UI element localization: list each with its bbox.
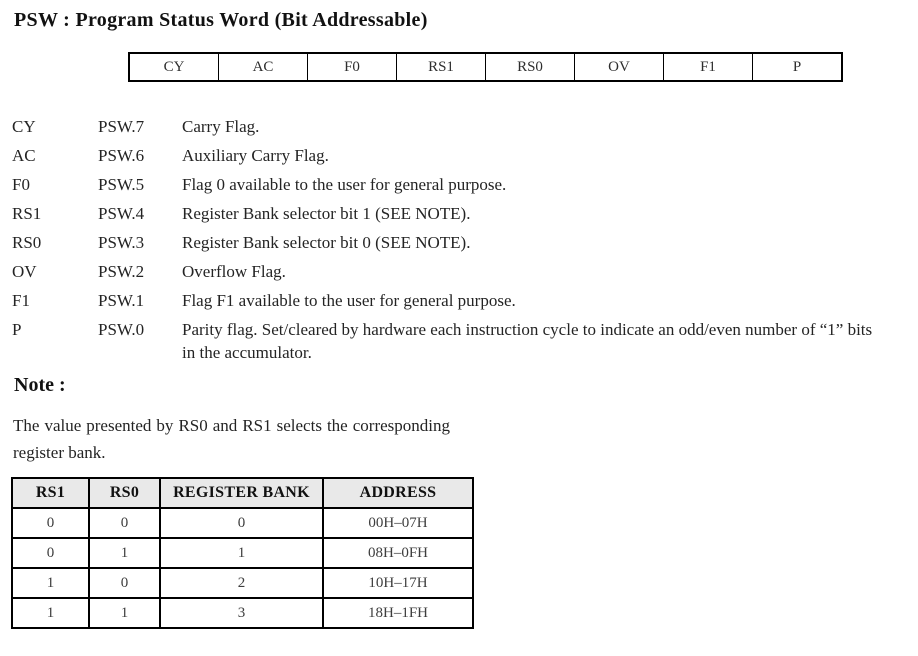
- bit-description: Auxiliary Carry Flag.: [182, 146, 329, 165]
- cell-address: 00H–07H: [323, 508, 473, 538]
- bit-position: PSW.6: [98, 146, 145, 165]
- cell-rs1: 0: [12, 508, 89, 538]
- bit-position: PSW.0: [98, 320, 145, 339]
- bit-definition-row: [12, 144, 910, 167]
- bit-name: RS1: [12, 204, 42, 223]
- cell-rs1: 1: [12, 598, 89, 628]
- bit-definition-row: [12, 289, 910, 312]
- bit-definition-row: [12, 231, 910, 254]
- psw-bit-cell-5: F0: [307, 54, 396, 80]
- bit-position: PSW.2: [98, 262, 145, 281]
- psw-bit-cell-2: OV: [574, 54, 663, 80]
- register-bank-table: [11, 477, 474, 629]
- note-paragraph: The value presented by RS0 and RS1 selects the corresponding register bank.: [13, 416, 450, 462]
- cell-bank: 1: [160, 538, 323, 568]
- bit-position: PSW.4: [98, 204, 145, 223]
- cell-rs0: 0: [89, 568, 160, 598]
- bit-name: F0: [12, 175, 30, 194]
- bit-description: Carry Flag.: [182, 117, 260, 136]
- psw-bit-cell-1: F1: [663, 54, 752, 80]
- cell-bank: 2: [160, 568, 323, 598]
- bit-definition-row: [12, 260, 910, 283]
- bit-definition-row: [12, 115, 910, 138]
- psw-bit-cell-6: AC: [218, 54, 307, 80]
- bit-name: RS0: [12, 233, 42, 252]
- header-address: ADDRESS: [323, 478, 473, 508]
- bit-definition-list: [12, 115, 910, 370]
- bit-definition-row: [12, 318, 910, 364]
- header-register-bank: REGISTER BANK: [160, 478, 323, 508]
- header-rs1: RS1: [12, 478, 89, 508]
- psw-bit-cell-4: RS1: [396, 54, 485, 80]
- bit-position: PSW.1: [98, 291, 145, 310]
- cell-bank: 0: [160, 508, 323, 538]
- table-row: [12, 568, 473, 598]
- header-rs0: RS0: [89, 478, 160, 508]
- bit-position: PSW.3: [98, 233, 145, 252]
- cell-rs0: 1: [89, 538, 160, 568]
- table-row: [12, 508, 473, 538]
- bit-definition-row: [12, 173, 910, 196]
- table-row: [12, 598, 473, 628]
- cell-bank: 3: [160, 598, 323, 628]
- bit-name: F1: [12, 291, 30, 310]
- cell-address: 10H–17H: [323, 568, 473, 598]
- page-title: PSW : Program Status Word (Bit Addressable): [14, 9, 428, 31]
- cell-rs1: 0: [12, 538, 89, 568]
- bit-description: Parity flag. Set/cleared by hardware each instruction cycle to indicate an odd/even number of “1” bits in the accumulator.: [182, 320, 873, 362]
- bit-name: P: [12, 320, 22, 339]
- bit-position: PSW.7: [98, 117, 145, 136]
- psw-bit-cell-0: P: [752, 54, 841, 80]
- table-header-row: [12, 478, 473, 508]
- bit-description: Register Bank selector bit 1 (SEE NOTE).: [182, 204, 471, 223]
- psw-bit-cell-3: RS0: [485, 54, 574, 80]
- bit-position: PSW.5: [98, 175, 145, 194]
- cell-rs1: 1: [12, 568, 89, 598]
- bit-definition-row: [12, 202, 910, 225]
- cell-rs0: 0: [89, 508, 160, 538]
- bit-name: OV: [12, 262, 37, 281]
- psw-register-strip: [128, 52, 843, 82]
- cell-rs0: 1: [89, 598, 160, 628]
- cell-address: 08H–0FH: [323, 538, 473, 568]
- psw-bit-cell-7: CY: [163, 58, 185, 75]
- note-heading: Note :: [14, 374, 66, 396]
- bit-description: Flag 0 available to the user for general purpose.: [182, 175, 507, 194]
- table-row: [12, 538, 473, 568]
- bit-name: AC: [12, 146, 36, 165]
- bit-description: Overflow Flag.: [182, 262, 286, 281]
- bit-name: CY: [12, 117, 36, 136]
- bit-description: Flag F1 available to the user for general purpose.: [182, 291, 516, 310]
- bit-description: Register Bank selector bit 0 (SEE NOTE).: [182, 233, 471, 252]
- cell-address: 18H–1FH: [323, 598, 473, 628]
